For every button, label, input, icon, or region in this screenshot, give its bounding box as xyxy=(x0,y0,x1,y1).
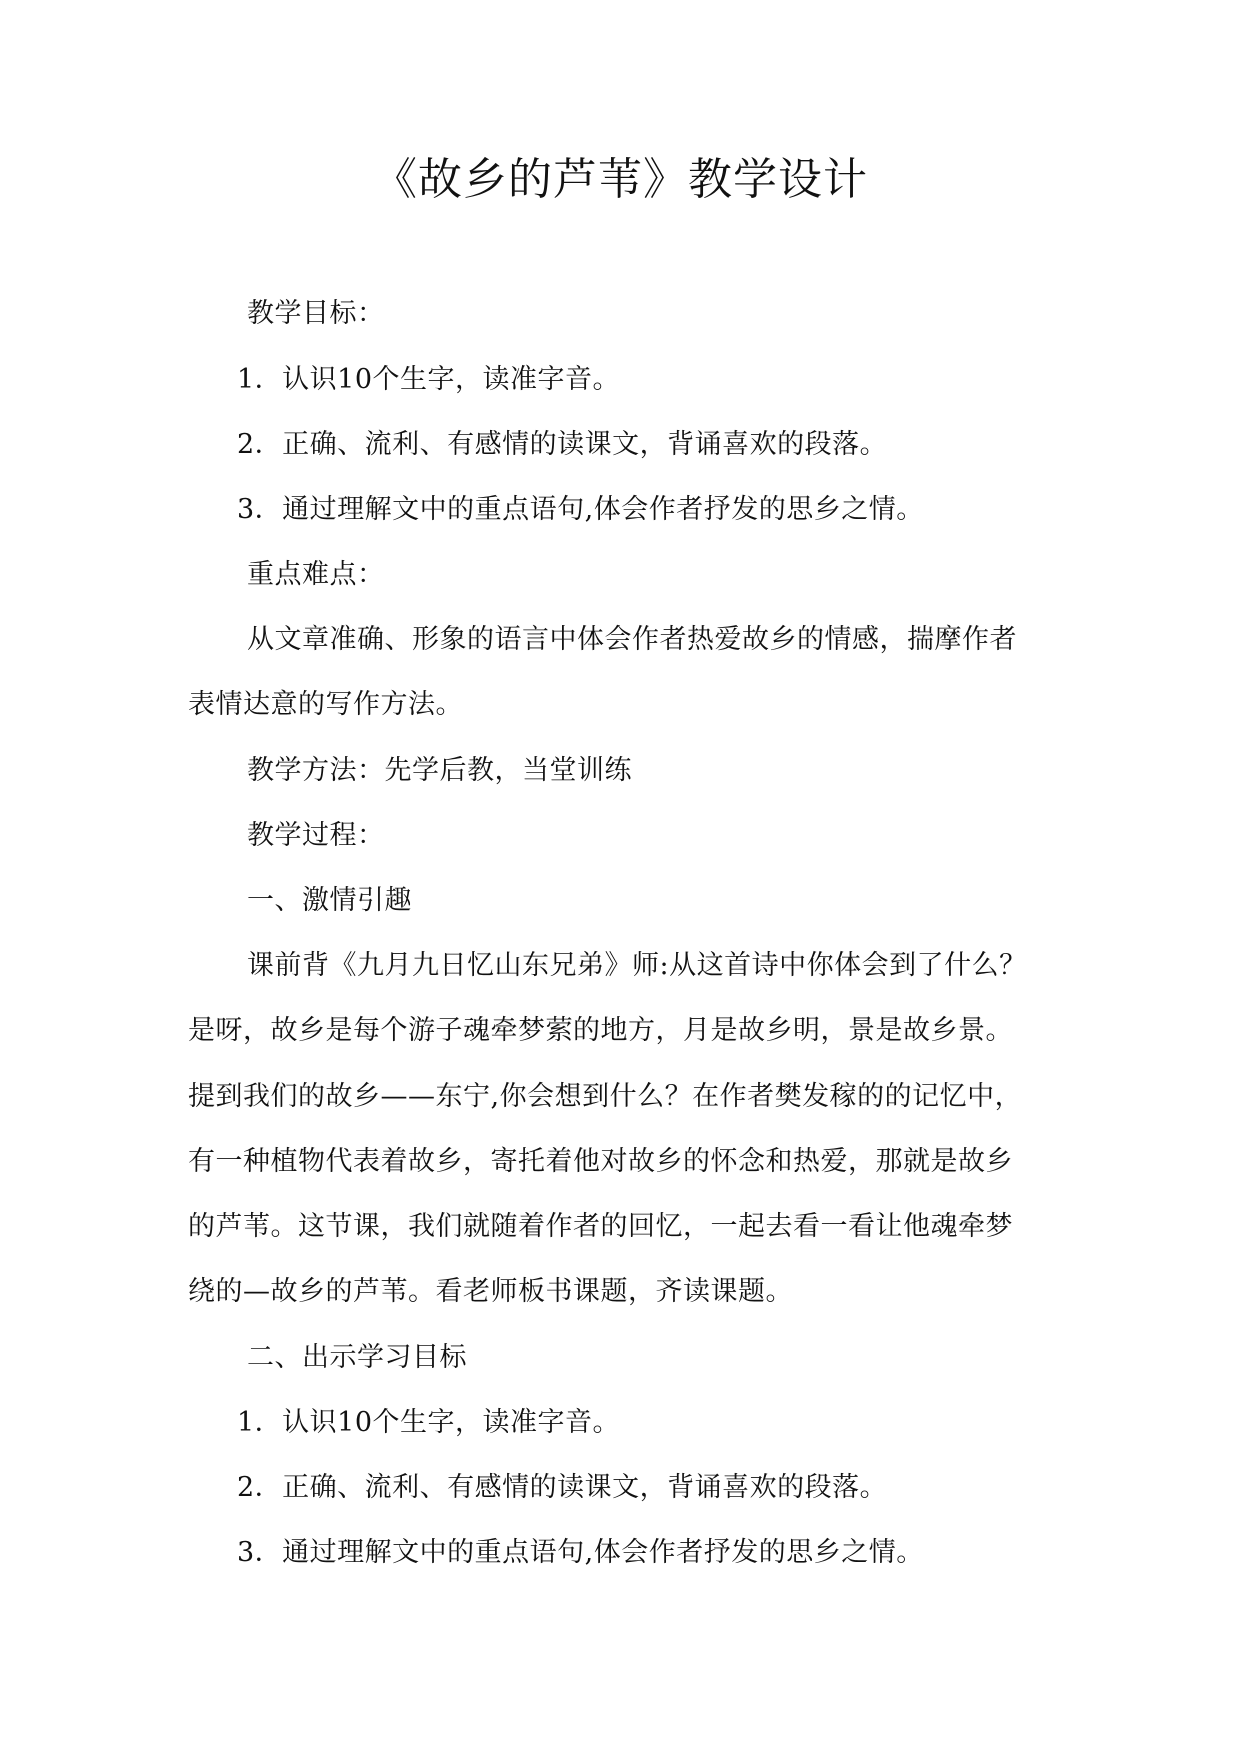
objectives-heading: 教学目标： xyxy=(247,298,385,329)
teaching-method: 教学方法：先学后教，当堂训练 xyxy=(247,755,632,786)
section1-heading: 一、激情引趣 xyxy=(247,885,412,916)
section2-item: 3．通过理解文中的重点语句,体会作者抒发的思乡之情。 xyxy=(237,1537,924,1568)
section1-paragraph-line: 提到我们的故乡——东宁,你会想到什么？在作者樊发稼的的记忆中， xyxy=(188,1081,1023,1112)
objective-item: 1．认识10个生字，读准字音。 xyxy=(237,364,621,395)
key-points-text: 表情达意的写作方法。 xyxy=(188,689,463,720)
section1-paragraph-line: 是呀，故乡是每个游子魂牵梦萦的地方，月是故乡明，景是故乡景。 xyxy=(188,1015,1013,1046)
section1-paragraph-line: 课前背《九月九日忆山东兄弟》师:从这首诗中你体会到了什么？ xyxy=(247,950,1027,981)
key-points-text: 从文章准确、形象的语言中体会作者热爱故乡的情感，揣摩作者 xyxy=(247,624,1017,655)
section1-paragraph-line: 有一种植物代表着故乡，寄托着他对故乡的怀念和热爱，那就是故乡 xyxy=(188,1146,1013,1177)
key-points-heading: 重点难点： xyxy=(247,559,385,590)
objective-item: 2．正确、流利、有感情的读课文，背诵喜欢的段落。 xyxy=(237,429,888,460)
section2-heading: 二、出示学习目标 xyxy=(247,1342,467,1373)
document-title: 《故乡的芦苇》教学设计 xyxy=(373,154,868,205)
section2-item: 2．正确、流利、有感情的读课文，背诵喜欢的段落。 xyxy=(237,1472,888,1503)
section2-item: 1．认识10个生字，读准字音。 xyxy=(237,1407,621,1438)
objective-item: 3．通过理解文中的重点语句,体会作者抒发的思乡之情。 xyxy=(237,494,924,525)
section1-paragraph-line: 的芦苇。这节课，我们就随着作者的回忆，一起去看一看让他魂牵梦 xyxy=(188,1211,1013,1242)
section1-paragraph-line: 绕的—故乡的芦苇。看老师板书课题，齐读课题。 xyxy=(188,1276,793,1307)
process-heading: 教学过程： xyxy=(247,820,385,851)
